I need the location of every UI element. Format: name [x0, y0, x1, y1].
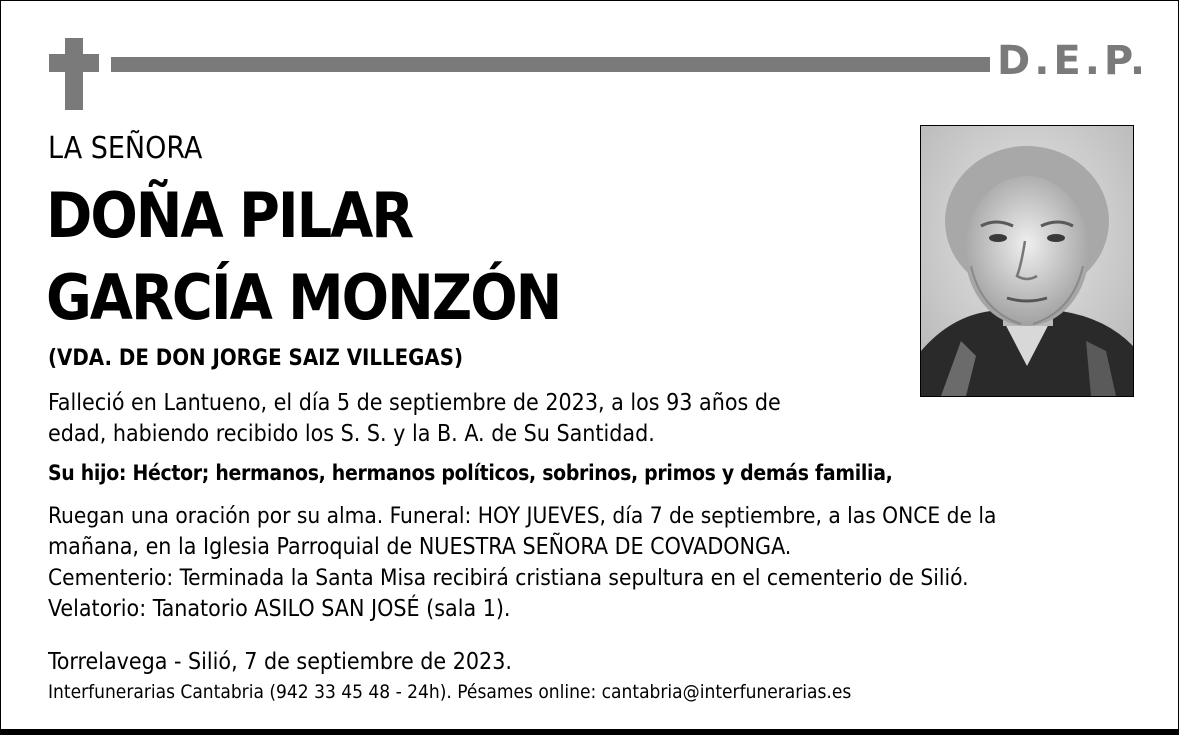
portrait-photo — [920, 125, 1134, 397]
death-line-1: Falleció en Lantueno, el día 5 de septiembre de 2023, a los 93 años de — [48, 390, 781, 416]
funeral-line-1: Ruegan una oración por su alma. Funeral: HOY JUEVES, día 7 de septiembre, a las ONCE de la — [48, 503, 997, 529]
cemetery-line: Cementerio: Terminada la Santa Misa recibirá cristiana sepultura en el cementerio de Silió. — [48, 565, 969, 591]
footer-contact: Interfunerarias Cantabria (942 33 45 48 - 24h). Pésames online: cantabria@interfunerarias.es — [48, 681, 852, 703]
honorific: LA SEÑORA — [48, 131, 203, 166]
place-date: Torrelavega - Silió, 7 de septiembre de 2023. — [48, 649, 512, 675]
header-rule — [111, 57, 990, 72]
dep-label: D.E.P. — [997, 38, 1150, 84]
cross-icon — [65, 38, 83, 110]
deceased-name-line1: DOÑA PILAR — [46, 179, 413, 252]
widow-of: (VDA. DE DON JORGE SAIZ VILLEGAS) — [48, 346, 464, 371]
deceased-name-line2: GARCÍA MONZÓN — [46, 261, 561, 334]
cross-icon-bar — [49, 54, 99, 72]
wake-line: Velatorio: Tanatorio ASILO SAN JOSÉ (sala 1). — [48, 596, 511, 622]
portrait-svg — [921, 126, 1133, 396]
death-line-2: edad, habiendo recibido los S. S. y la B. A. de Su Santidad. — [48, 421, 655, 447]
family-line: Su hijo: Héctor; hermanos, hermanos políticos, sobrinos, primos y demás familia, — [48, 461, 893, 485]
funeral-line-2: mañana, en la Iglesia Parroquial de NUESTRA SEÑORA DE COVADONGA. — [48, 534, 792, 560]
